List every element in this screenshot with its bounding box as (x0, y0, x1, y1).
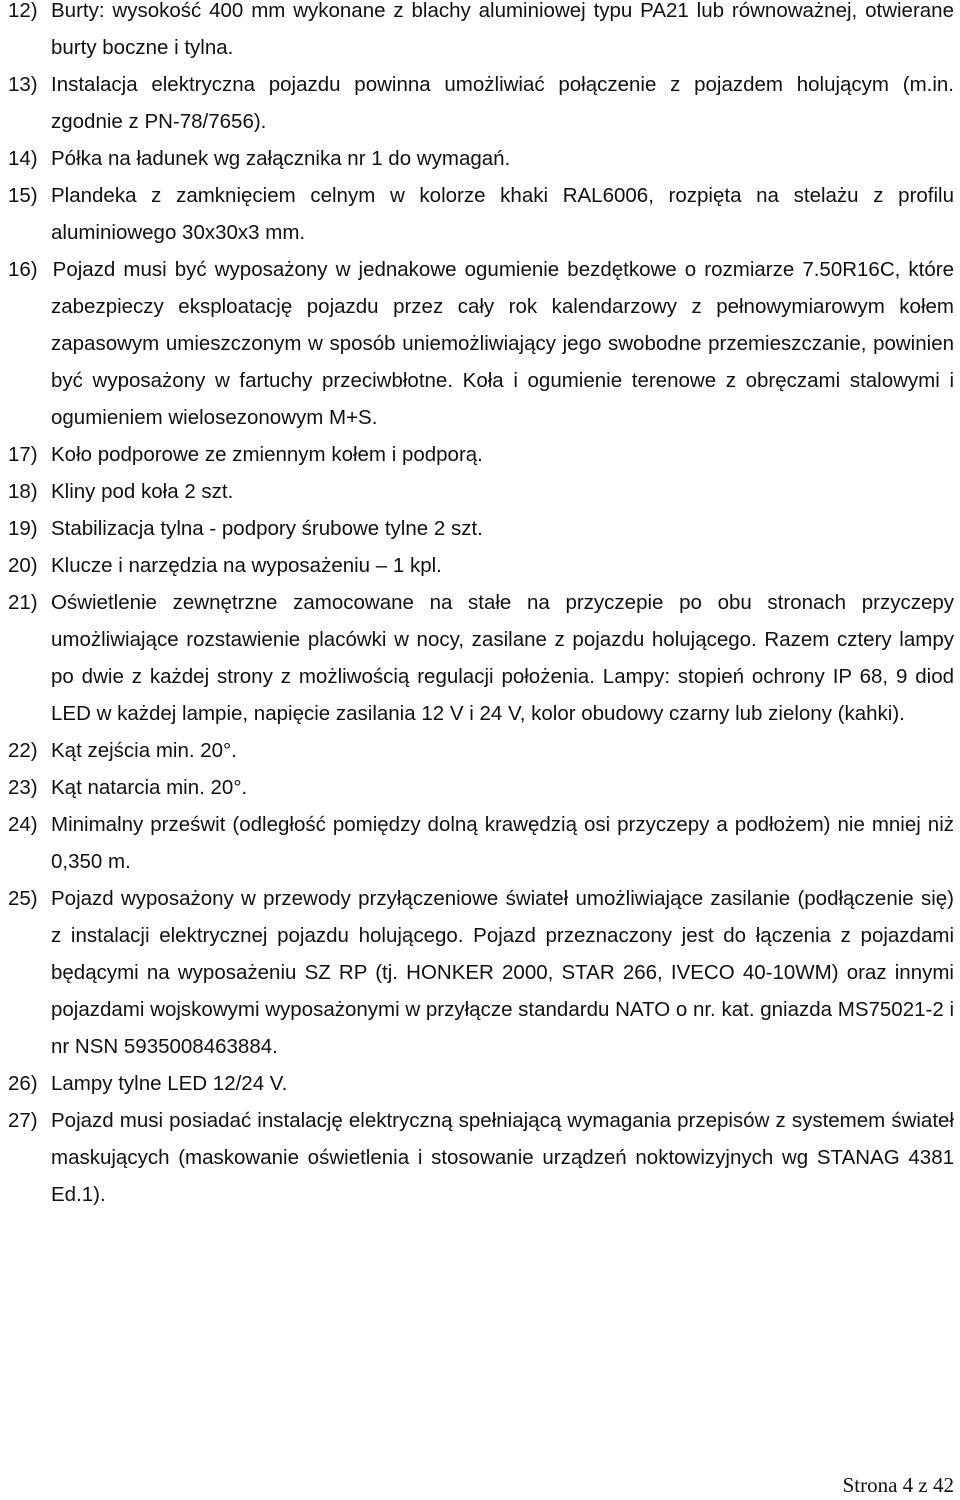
item-number: 17) (8, 443, 38, 466)
item-number: 12) (8, 0, 38, 22)
page-label: Strona (842, 1473, 898, 1497)
item-number: 24) (8, 813, 38, 836)
item-number: 16) (8, 258, 38, 281)
item-number: 21) (8, 591, 38, 614)
list-item (8, 769, 954, 806)
list-item (8, 1065, 954, 1102)
list-item (8, 251, 954, 436)
item-text: Instalacja elektryczna pojazdu powinna umożliwiać połączenie z pojazdem holującym (m.in. zgodnie z PN-78/7656). (51, 73, 954, 133)
list-item (8, 1102, 954, 1213)
item-number: 15) (8, 184, 38, 207)
item-number: 23) (8, 776, 38, 799)
item-number: 22) (8, 739, 38, 762)
item-hanging-paragraph (8, 251, 954, 436)
item-number: 13) (8, 73, 38, 96)
item-text: Burty: wysokość 400 mm wykonane z blachy aluminiowej typu PA21 lub równoważnej, otwierane burty boczne i tylna. (51, 0, 954, 59)
item-text: Koło podporowe ze zmiennym kołem i podporą. (51, 443, 483, 466)
list-item (8, 66, 954, 140)
item-text: Pojazd musi posiadać instalację elektryczną spełniającą wymagania przepisów z systemem świateł maskujących (maskowanie oświetlenia i stosowanie urządzeń noktowizyjnych wg STANAG 4381 Ed.1). (51, 1109, 954, 1206)
item-number: 27) (8, 1109, 38, 1132)
item-number: 18) (8, 480, 38, 503)
list-item (8, 510, 954, 547)
list-item (8, 547, 954, 584)
list-item (8, 177, 954, 251)
list-item (8, 436, 954, 473)
item-text: Stabilizacja tylna - podpory śrubowe tylne 2 szt. (51, 517, 483, 540)
page-footer (843, 1472, 954, 1498)
page-current: 4 (902, 1473, 914, 1497)
item-number: 25) (8, 887, 38, 910)
item-number: 26) (8, 1072, 38, 1095)
list-item (8, 140, 954, 177)
list-item (8, 880, 954, 1065)
item-text: Minimalny prześwit (odległość pomiędzy dolną krawędzią osi przyczepy a podłożem) nie mniej niż 0,350 m. (51, 813, 954, 873)
list-item (8, 0, 954, 66)
item-text: Lampy tylne LED 12/24 V. (51, 1072, 288, 1095)
item-text: Klucze i narzędzia na wyposażeniu – 1 kpl. (51, 554, 442, 577)
list-item (8, 806, 954, 880)
item-text: Oświetlenie zewnętrzne zamocowane na stałe na przyczepie po obu stronach przyczepy umożliwiające rozstawienie placówki w nocy, zasilane z pojazdu holującego. Razem cztery lampy po dwie z każdej strony z możliwością regulacji położenia. Lampy: stopień ochrony IP 68, 9 diod LED w każdej lampie, napięcie zasilania 12 V i 24 V, kolor obudowy czarny lub zielony (kahki). (51, 591, 954, 725)
item-text: Pojazd musi być wyposażony w jednakowe ogumienie bezdętkowe o rozmiarze 7.50R16C, które zabezpieczy eksploatację pojazdu przez cały rok kalendarzowy z pełnowymiarowym kołem zapasowym umieszczonym w sposób uniemożliwiający jego swobodne przemieszczanie, powinien być wyposażony w fartuchy przeciwbłotne. Koła i ogumienie terenowe z obręczami stalowymi i ogumieniem wielosezonowym M+S. (51, 258, 954, 429)
list-item (8, 473, 954, 510)
item-text: Kliny pod koła 2 szt. (51, 480, 234, 503)
item-number: 14) (8, 147, 38, 170)
list-item (8, 732, 954, 769)
list-item (8, 584, 954, 732)
item-text: Kąt zejścia min. 20°. (51, 739, 237, 762)
requirements-list (8, 0, 954, 1213)
item-text: Plandeka z zamknięciem celnym w kolorze khaki RAL6006, rozpięta na stelażu z profilu aluminiowego 30x30x3 mm. (51, 184, 954, 244)
item-text: Pojazd wyposażony w przewody przyłączeniowe świateł umożliwiające zasilanie (podłączenie się) z instalacji elektrycznej pojazdu holującego. Pojazd przeznaczony jest do łączenia z pojazdami będącymi na wyposażeniu SZ RP (tj. HONKER 2000, STAR 266, IVECO 40-10WM) oraz innymi pojazdami wojskowymi wyposażonymi w przyłącze standardu NATO o nr. kat. gniazda MS75021-2 i nr NSN 5935008463884. (51, 887, 954, 1058)
item-number: 19) (8, 517, 38, 540)
item-number: 20) (8, 554, 38, 577)
item-text: Kąt natarcia min. 20°. (51, 776, 248, 799)
item-text: Półka na ładunek wg załącznika nr 1 do wymagań. (51, 147, 511, 170)
page-separator: z (918, 1473, 928, 1497)
page-total: 42 (933, 1473, 954, 1497)
